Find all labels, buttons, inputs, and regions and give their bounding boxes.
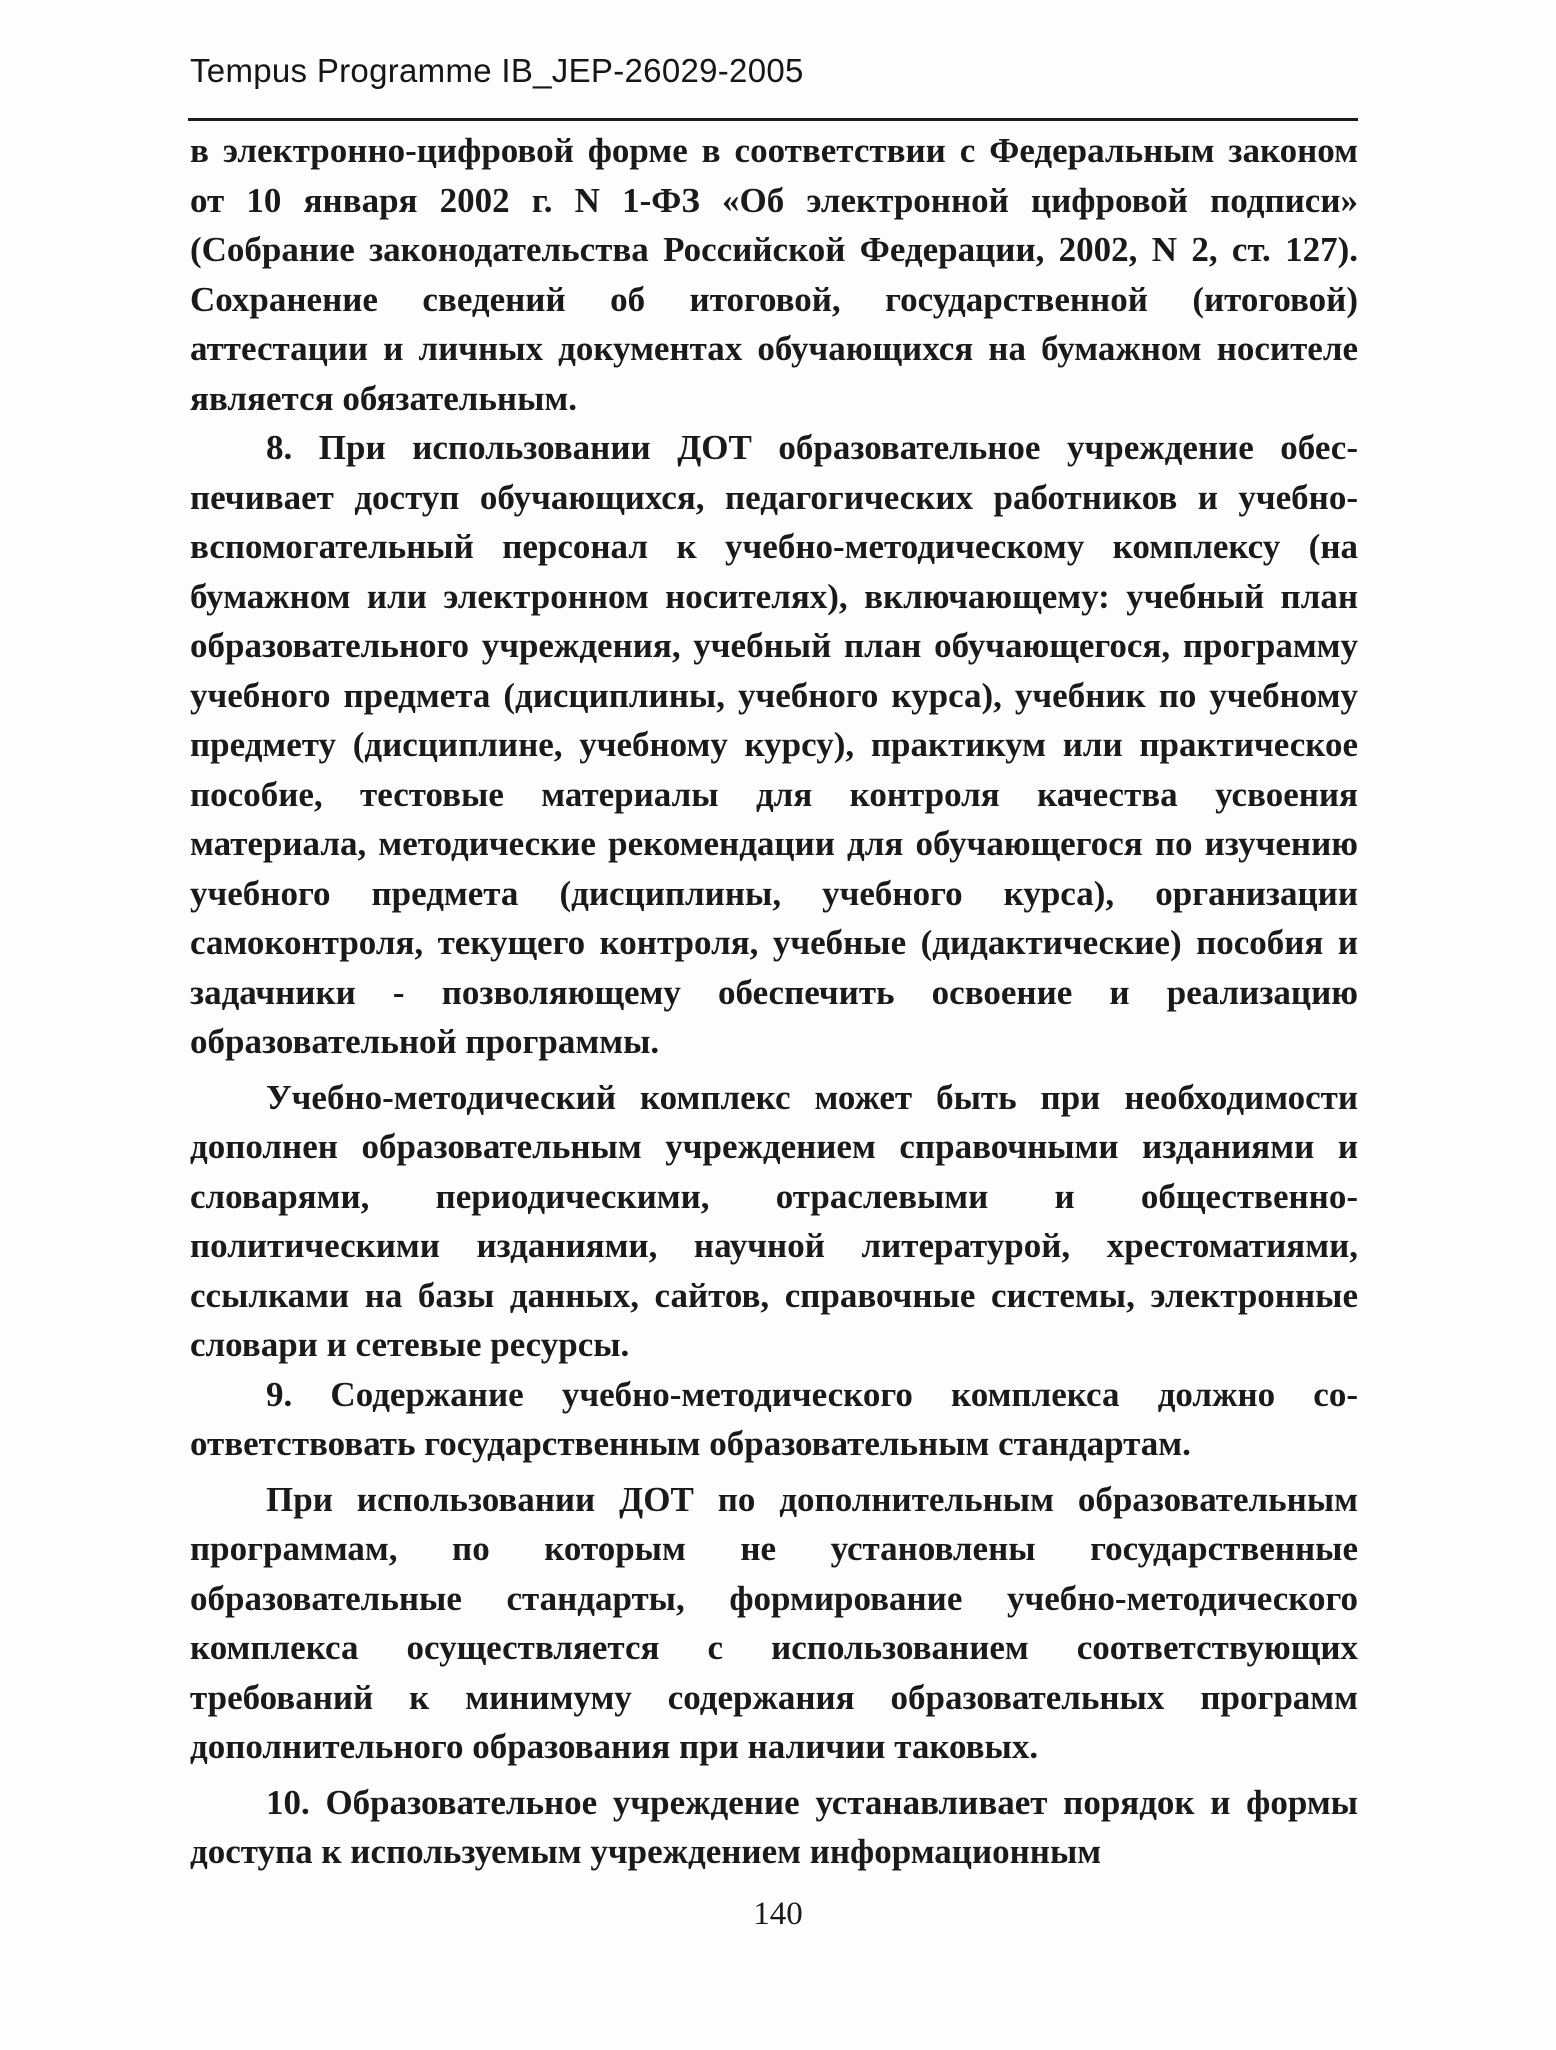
- paragraph-item-9: 9. Содержание учебно-методического комплекса должно соответствовать государственным образовательным стандартам.: [190, 1374, 1358, 1463]
- header-rule: [188, 118, 1358, 121]
- paragraph-continuation: в электронно-цифровой форме в соответствии с Федеральным законом от 10 января 2002 г. N 1-ФЗ «Об электронной цифровой подписи» (Собрание законодательства Российской Федерации, 2002, N 2, ст. 127). Сохранение сведений об итоговой, государственной (итоговой) аттестации и личных документах обучающихся на бумажном носителе является обязательным.: [190, 131, 1358, 418]
- page-number: 140: [753, 1896, 803, 1932]
- paragraph-item-10: 10. Образовательное учреждение устанавливает порядок и формы доступа к используемым учреждением информационным: [190, 1782, 1358, 1871]
- body-text: [190, 126, 1358, 1877]
- paragraph-item-8: 8. При использовании ДОТ образовательное учреждение обеспечивает доступ обучающихся, педагогических работников и учебно-вспомогательный персонал к учебно-методическому комплексу (на бумажном или электронном носителях), включающему: учебный план образовательного учреждения, учебный план обучающегося, программу учебного предмета (дисциплины, учебного курса), учебник по учебному предмету (дисциплине, учебному курсу), практикум или практическое пособие, тестовые материалы для контроля качества усвоения материала, методические рекомендации для обучающегося по изучению учебного предмета (дисциплины, учебного курса), организации самоконтроля, текущего контроля, учебные (дидактические) пособия и задачники - позволяющему обеспечить освоение и реализацию образовательной программы.: [190, 428, 1358, 1061]
- running-header: Tempus Programme IB_JEP-26029-2005: [190, 52, 804, 89]
- paragraph-additional-programs: При использовании ДОТ по дополнительным образовательным программам, по которым не установлены государственные образовательные стандарты, формирование учебно-методического комплекса осуществляется с использованием соответствующих требований к минимуму содержания образовательных программ дополнительного образования при наличии таковых.: [190, 1479, 1358, 1766]
- paragraph-complex-supplement: Учебно-методический комплекс может быть при необходимости дополнен образовательным учреждением справочными изданиями и словарями, периодическими, отраслевыми и общественно-политическими изданиями, научной литературой, хрестоматиями, ссылками на базы данных, сайтов, справочные системы, электронные словари и сетевые ресурсы.: [190, 1077, 1358, 1364]
